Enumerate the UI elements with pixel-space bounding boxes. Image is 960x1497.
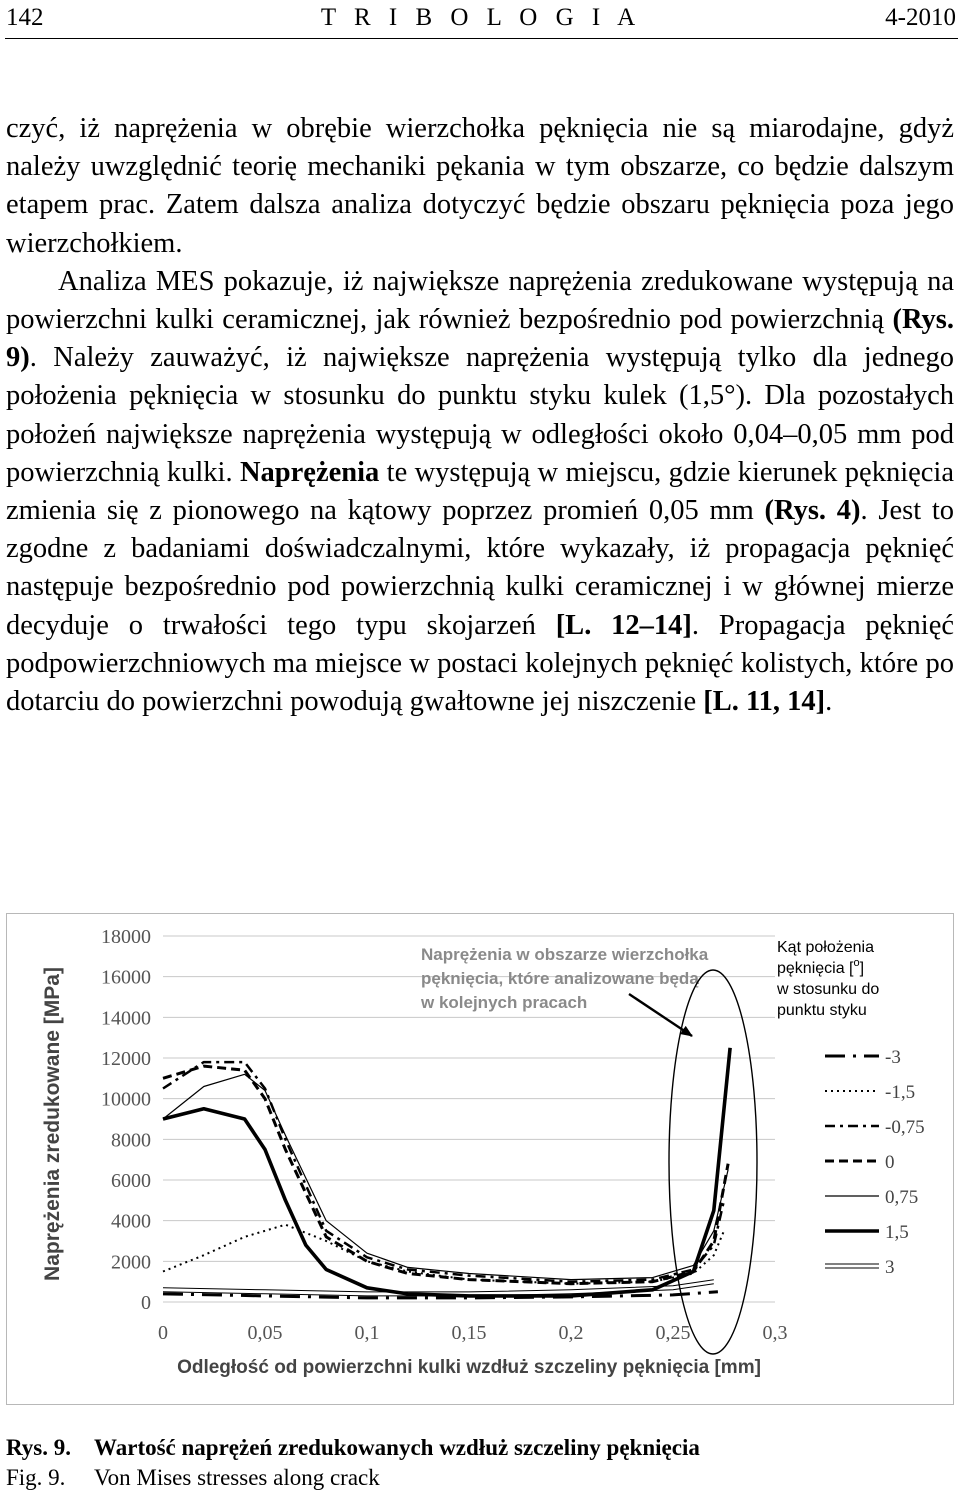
y-axis-label: Naprężenia zredukowane [MPa] [41, 967, 64, 1281]
figure-reference: (Rys. 9) [6, 304, 954, 374]
legend-label: -3 [885, 1047, 901, 1068]
header-rule [5, 38, 958, 39]
x-tick-label: 0,05 [247, 1322, 283, 1344]
legend-title-part: pęknięcia [ [777, 960, 854, 977]
legend-label: -0,75 [885, 1117, 925, 1138]
figure-reference: (Rys. 4) [764, 495, 861, 527]
journal-title: T R I B O L O G I A [320, 4, 642, 31]
text-run: te występują w miejscu, gdzie kierunek pęknięcia zmienia się z pionowego na kątowy poprzez promień 0,05 mm [6, 456, 954, 527]
y-tick-label: 16000 [101, 966, 151, 989]
annotation-text: pęknięcia, które analizowane będą [421, 969, 699, 988]
x-tick-label: 0,3 [762, 1322, 788, 1344]
caption-text: Von Mises stresses along crack [94, 1465, 380, 1490]
caption-label: Fig. 9. [6, 1465, 66, 1490]
y-tick-label: 14000 [101, 1007, 151, 1030]
bold-term: Naprężenia [239, 456, 380, 488]
legend-title-line: punktu styku [777, 1002, 867, 1019]
legend-title-line: Kąt położenia [777, 939, 874, 956]
paragraph-1: czyć, iż naprężenia w obrębie wierzchołka pęknięcia nie są miarodajne, gdyż należy uwzględnić teorię mechaniki pękania w tym obszarze, co będzie dalszym etapem prac. Zatem dalsza analiza dotyczyć będzie obszaru pęknięcia poza jego wierzchołkiem. [6, 113, 954, 259]
x-tick-label: 0,15 [451, 1322, 487, 1344]
y-tick-label: 4000 [111, 1210, 151, 1233]
legend-title-line: w stosunku do [777, 981, 880, 998]
x-tick-label: 0 [158, 1322, 168, 1344]
caption-label: Rys. 9. [6, 1435, 72, 1460]
y-tick-label: 0 [141, 1292, 151, 1314]
legend-label: 0,75 [885, 1187, 919, 1208]
issue-number: 4-2010 [885, 4, 956, 31]
legend-label: 0 [885, 1152, 895, 1173]
series-line [163, 1048, 730, 1296]
text-run: . [825, 686, 833, 718]
legend-label: -1,5 [885, 1082, 916, 1103]
stress-chart [7, 914, 953, 1404]
x-tick-label: 0,2 [558, 1322, 584, 1344]
series-line [163, 1225, 724, 1284]
legend-label: 3 [885, 1257, 895, 1278]
paragraph-2 [6, 263, 954, 721]
annotation-arrow [629, 994, 692, 1036]
y-tick-label: 12000 [101, 1048, 151, 1070]
figure-9 [6, 913, 954, 1405]
literature-reference: [L. 12–14] [555, 609, 692, 641]
y-tick-label: 18000 [101, 926, 151, 948]
text-run: . Należy zauważyć, iż największe naprężenia występują tylko dla jednego położenia pęknięcia w stosunku do punktu styku kulek (1,5°). Dla pozostałych położeń największe naprężenia występują w odległości około 0,04–0,05 mm pod powierzchnią kulki. [6, 342, 954, 488]
text-run: . Jest to zgodne z badaniami doświadczalnymi, które wykazały, iż propagacja pęknięć następuje bezpośrednio pod powierzchnią kulki ceramicznej i w głównej mierze decyduje o trwałości tego typu skojarzeń [6, 495, 954, 641]
legend-title-part: ] [859, 960, 865, 977]
y-tick-label: 10000 [101, 1088, 151, 1111]
caption-english [6, 1463, 954, 1493]
page-number: 142 [6, 4, 44, 31]
y-tick-label: 8000 [111, 1129, 151, 1152]
legend-title-superscript: o [853, 957, 860, 969]
y-tick-label: 2000 [111, 1251, 151, 1274]
caption-polish [6, 1433, 954, 1463]
text-run: Analiza MES pokazuje, iż największe naprężenia zredukowane występują na powierzchni kulki ceramicznej, jak również bezpośrednio pod powierzchnią [6, 265, 954, 336]
series-line [163, 1074, 728, 1279]
annotation-text: w kolejnych pracach [421, 993, 588, 1012]
caption-text: Wartość naprężeń zredukowanych wzdłuż szczeliny pęknięcia [94, 1435, 700, 1460]
highlight-ellipse [669, 970, 757, 1354]
body-text [6, 110, 954, 721]
page-header [6, 0, 956, 40]
y-tick-label: 6000 [111, 1170, 151, 1192]
text-run: . Propagacja pęknięć podpowierzchniowych ma miejsce w postaci kolejnych pęknięć kolistych, które po dotarciu do powierzchni powodują gwałtowne jej niszczenie [6, 609, 954, 718]
annotation-text: Naprężenia w obszarze wierzchołka [421, 945, 709, 964]
literature-reference: [L. 11, 14] [703, 686, 826, 718]
x-tick-label: 0,1 [354, 1322, 380, 1344]
x-axis-label: Odległość od powierzchni kulki wzdłuż szczeliny pęknięcia [mm] [177, 1357, 761, 1378]
legend-title-line [777, 957, 864, 977]
x-tick-label: 0,25 [655, 1322, 691, 1344]
series-line [163, 1062, 724, 1282]
legend-label: 1,5 [885, 1222, 909, 1243]
figure-caption [6, 1433, 954, 1493]
